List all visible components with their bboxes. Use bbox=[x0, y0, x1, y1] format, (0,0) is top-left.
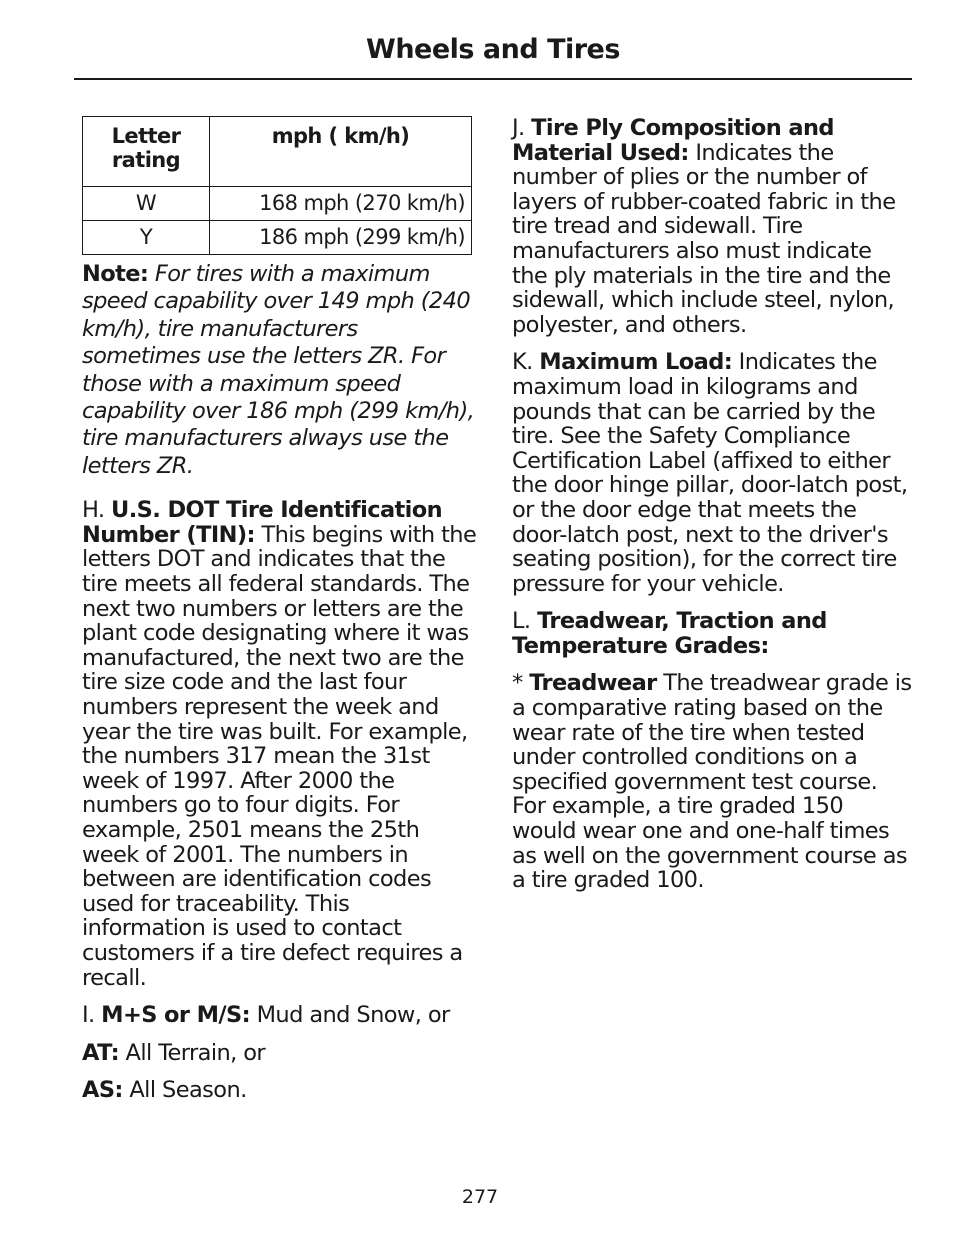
section-h-prefix: H. bbox=[82, 497, 105, 524]
section-at-title: AT: bbox=[82, 1039, 119, 1066]
section-k bbox=[512, 350, 912, 596]
section-treadwear-title: Treadwear bbox=[529, 670, 657, 697]
section-i bbox=[82, 1003, 478, 1028]
section-as bbox=[82, 1078, 478, 1103]
section-j bbox=[512, 116, 912, 337]
table-header-row bbox=[83, 117, 472, 187]
section-h-body: This begins with the letters DOT and indicates that the tire meets all federal standards. The next two numbers or letters are the plant code designating where it was manufactured, the next two are the tire size code and the last four numbers represent the week and year the tire was built. For example, the numbers 317 mean the 31st week of 1997. After 2000 the numbers go to four digits. For example, 2501 means the 25th week of 2001. The numbers in between are identification codes used for traceability. This information is used to contact customers if a tire defect requires a recall. bbox=[82, 521, 477, 991]
table-row bbox=[83, 221, 472, 255]
section-i-prefix: I. bbox=[82, 1002, 95, 1029]
section-as-title: AS: bbox=[82, 1077, 123, 1104]
table-cell-speed: 186 mph (299 km/h) bbox=[210, 221, 472, 255]
section-j-prefix: J. bbox=[512, 115, 525, 141]
right-column bbox=[512, 116, 912, 906]
section-as-body: All Season. bbox=[129, 1077, 247, 1104]
section-j-title: Tire Ply Composition and Material Used: bbox=[512, 115, 834, 166]
left-column bbox=[82, 116, 478, 1116]
section-at-body: All Terrain, or bbox=[125, 1039, 266, 1066]
section-i-title: M+S or M/S: bbox=[101, 1002, 251, 1029]
note-paragraph bbox=[82, 261, 478, 480]
section-i-body: Mud and Snow, or bbox=[256, 1002, 450, 1029]
table-cell-letter: Y bbox=[83, 221, 210, 255]
table-header-speed: mph ( km/h) bbox=[210, 117, 472, 187]
section-treadwear-body: The treadwear grade is a comparative rating based on the wear rate of the tire when tested under controlled conditions on a specified government test course. For example, a tire graded 150 would wear one and one-half times as well on the government course as a tire graded 100. bbox=[512, 670, 912, 894]
section-j-body: Indicates the number of plies or the number of layers of rubber-coated fabric in the tire tread and sidewall. Tire manufacturers also must indicate the ply materials in the tire and the sidewall, which include steel, nylon, polyester, and others. bbox=[512, 139, 896, 338]
section-l bbox=[512, 609, 912, 658]
page-number: 277 bbox=[461, 1186, 499, 1208]
page-title: Wheels and Tires bbox=[366, 34, 620, 65]
section-treadwear bbox=[512, 671, 912, 892]
page-header bbox=[74, 30, 912, 80]
section-treadwear-prefix: * bbox=[512, 670, 523, 697]
section-k-title: Maximum Load: bbox=[539, 349, 733, 376]
note-text: For tires with a maximum speed capability over 149 mph (240 km/h), tire manufacturers sometimes use the letters ZR. For those with a maximum speed capability over 186 mph (299 km/h), tire manufacturers always use the letters ZR. bbox=[82, 261, 475, 479]
table-cell-letter: W bbox=[83, 187, 210, 221]
speed-rating-table bbox=[82, 116, 472, 255]
section-at bbox=[82, 1041, 478, 1066]
table-header-letter-rating: Letter rating bbox=[83, 117, 210, 187]
note-label: Note: bbox=[82, 261, 149, 287]
section-l-title: Treadwear, Traction and Temperature Grades: bbox=[512, 608, 827, 659]
section-k-prefix: K. bbox=[512, 349, 533, 376]
section-l-prefix: L. bbox=[512, 608, 531, 635]
section-h-title: U.S. DOT Tire Identification Number (TIN): bbox=[82, 497, 443, 548]
section-h bbox=[82, 498, 478, 990]
table-row bbox=[83, 187, 472, 221]
table-cell-speed: 168 mph (270 km/h) bbox=[210, 187, 472, 221]
section-k-body: Indicates the maximum load in kilograms and pounds that can be carried by the tire. See the Safety Compliance Certification Label (affixed to either the door hinge pillar, door-latch post, or the door edge that meets the door-latch post, next to the driver's seating position), for the correct tire pressure for your vehicle. bbox=[512, 349, 908, 597]
